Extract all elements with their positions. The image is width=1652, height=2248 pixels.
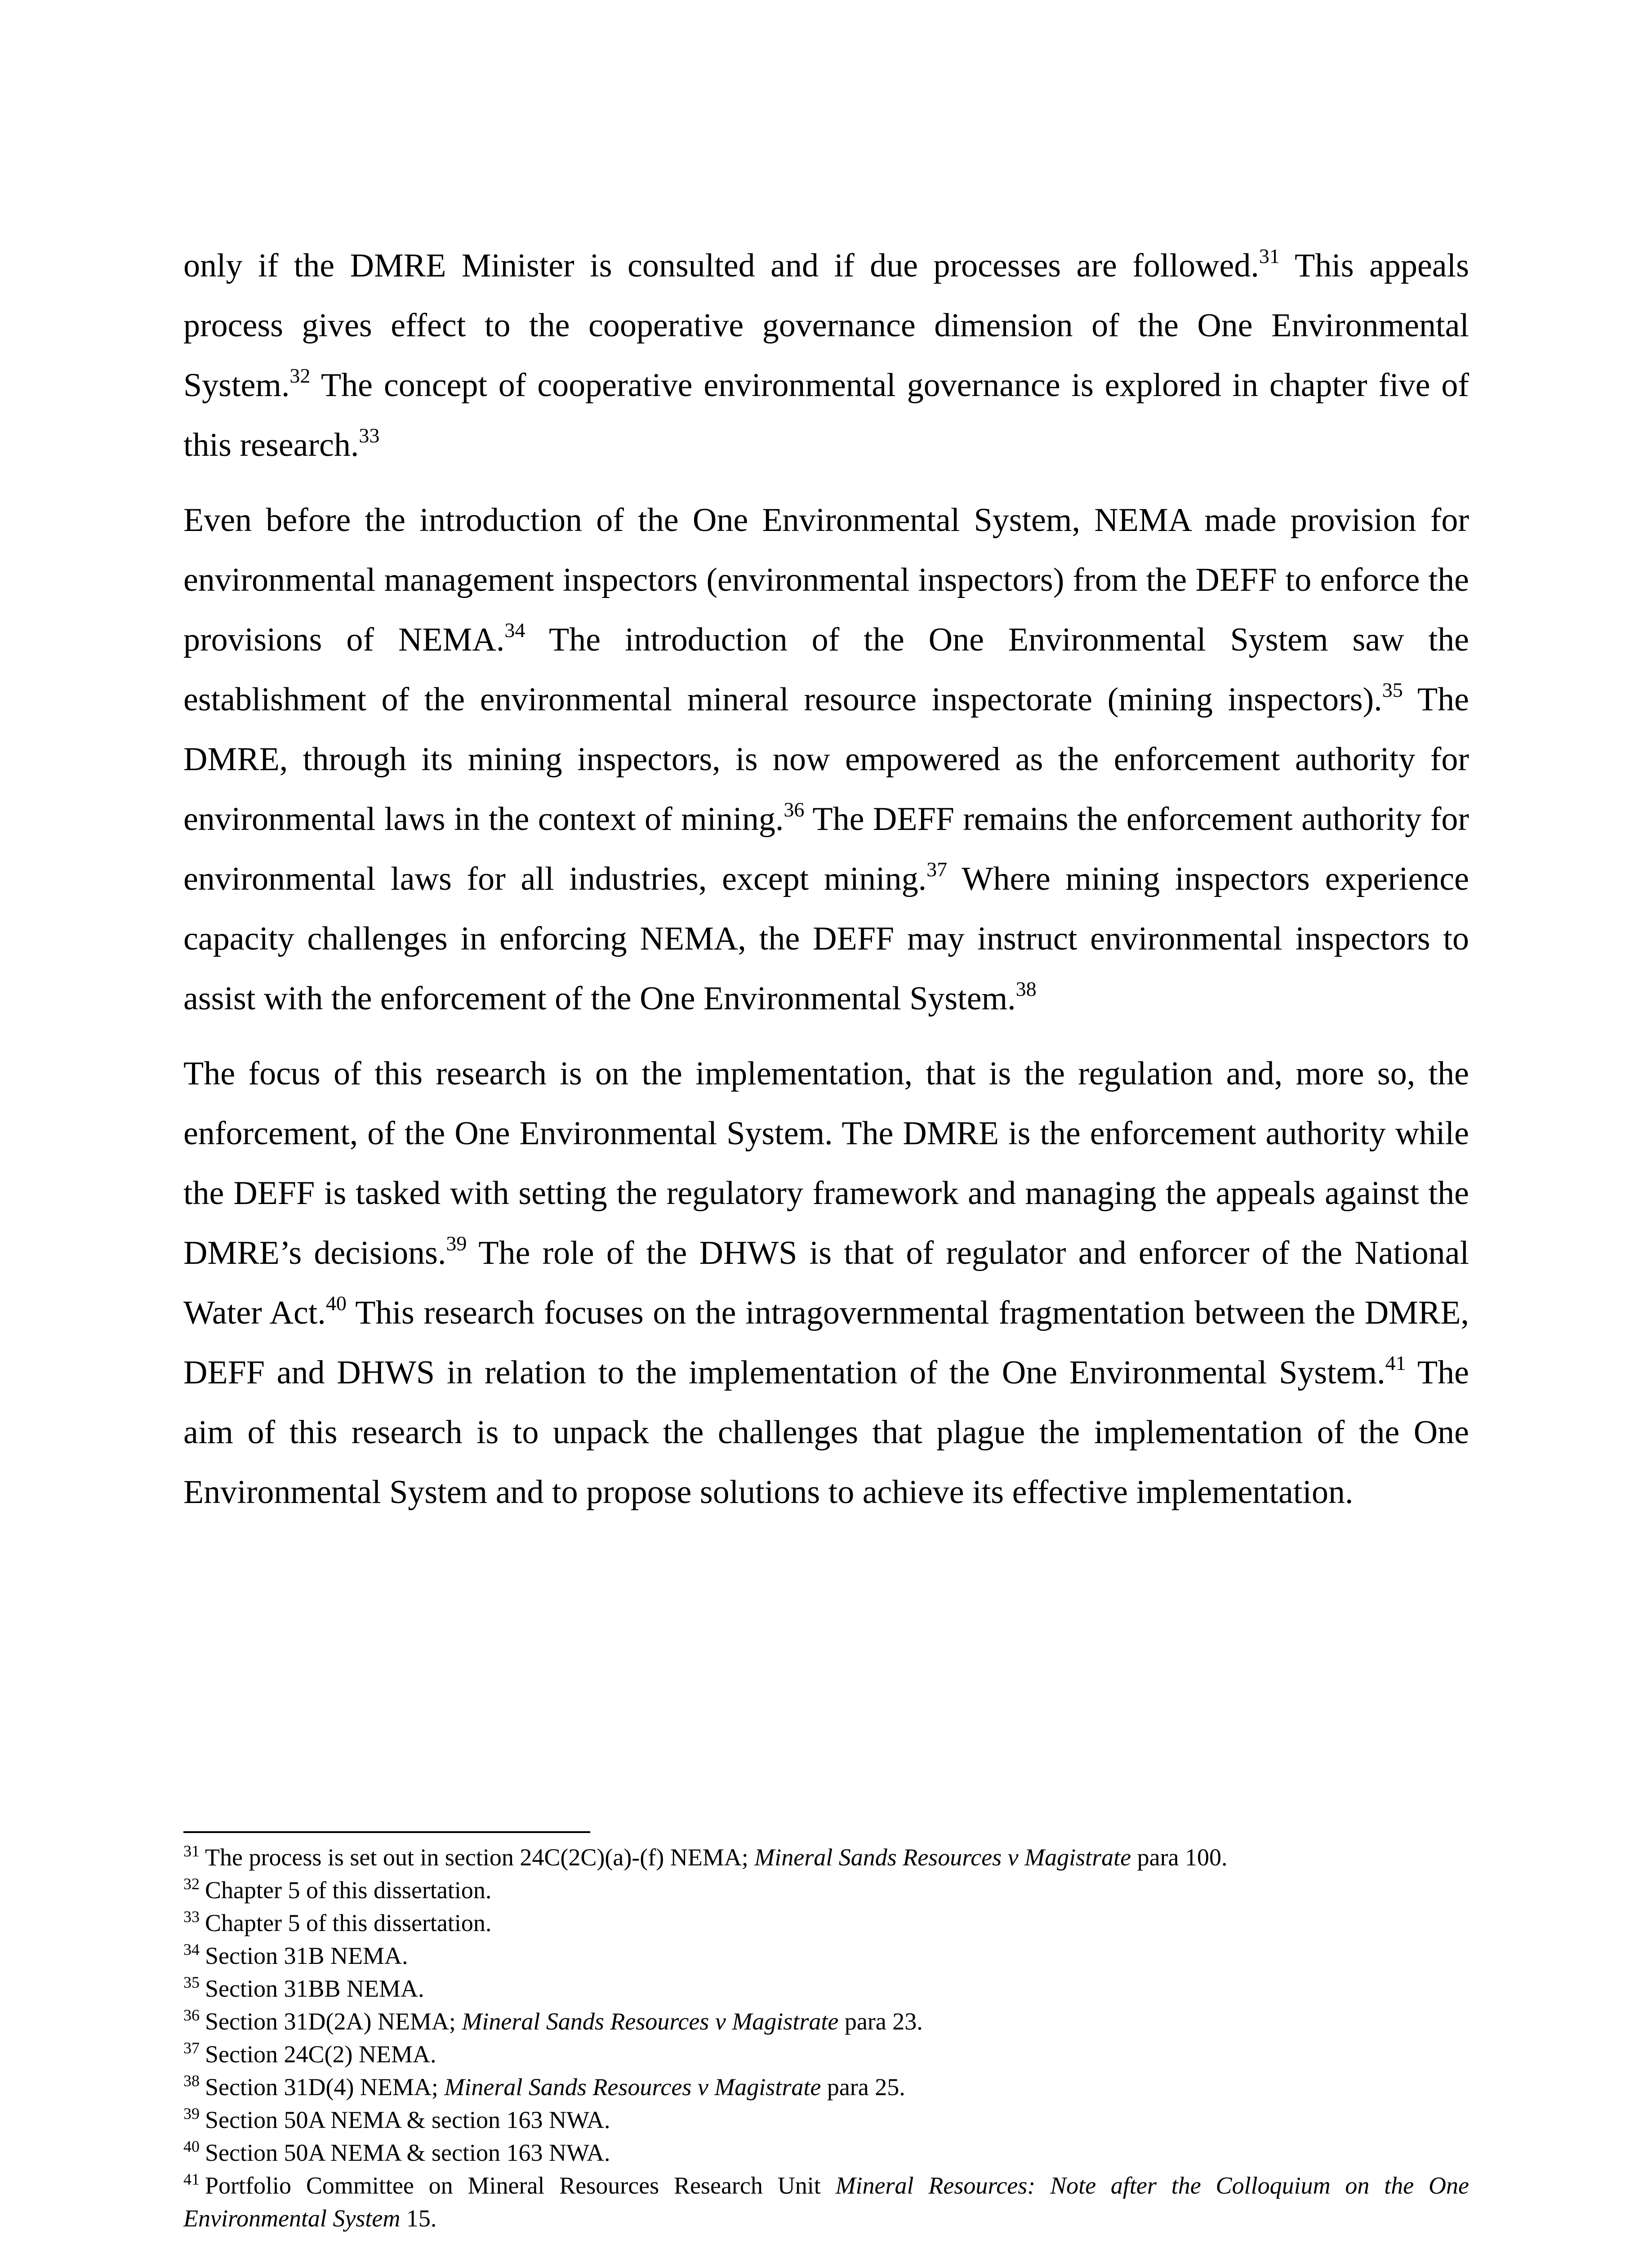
footnote-text: Chapter 5 of this dissertation.	[205, 1877, 492, 1904]
footnote-reference: 33	[359, 424, 380, 447]
footnote-text: Section 31B NEMA.	[205, 1942, 408, 1969]
footnote-reference: 31	[1259, 245, 1280, 268]
case-title: Mineral Sands Resources v Magistrate	[462, 2008, 839, 2035]
footnote-text: Section 50A NEMA & section 163 NWA.	[205, 2139, 610, 2166]
footnote	[183, 1972, 1469, 2005]
footnote-text: Section 50A NEMA & section 163 NWA.	[205, 2106, 610, 2133]
body-paragraph	[183, 491, 1469, 1029]
footnote-number: 41	[183, 2170, 200, 2188]
footnote	[183, 2005, 1469, 2038]
footnote	[183, 1940, 1469, 1972]
paragraph-text: only if the DMRE Minister is consulted and if due processes are followed.	[183, 247, 1259, 284]
body-text	[183, 236, 1469, 1538]
footnote-separator	[183, 1831, 590, 1833]
footnote-reference: 40	[325, 1292, 347, 1315]
footnote-number: 38	[183, 2072, 200, 2090]
footnote-number: 36	[183, 2006, 200, 2024]
footnote	[183, 2038, 1469, 2071]
paragraph-text: Where mining inspectors experience capacity challenges in enforcing NEMA, the DEFF may instruct environmental inspectors to assist with the enforcement of the One Environmental System.	[183, 861, 1469, 1017]
footnote-reference: 37	[926, 858, 948, 881]
paragraph-text: This research focuses on the intragovernmental fragmentation between the DMRE, DEFF and DHWS in relation to the implementation of the One Environmental System.	[183, 1294, 1469, 1391]
footnote-text: para 25.	[821, 2074, 905, 2101]
case-title: Mineral Sands Resources v Magistrate	[444, 2074, 821, 2101]
footnote-text: para 23.	[838, 2008, 923, 2035]
paragraph-text: The aim of this research is to unpack the challenges that plague the implementation of the One Environmental System and to propose solutions to achieve its effective implementation.	[183, 1354, 1469, 1511]
footnote-reference: 41	[1385, 1351, 1406, 1374]
paragraph-text: The concept of cooperative environmental governance is explored in chapter five of this research.	[183, 367, 1469, 464]
case-title: Mineral Resources: Note after the Colloquium on the One Environmental System	[183, 2172, 1469, 2232]
footnote	[183, 1907, 1469, 1940]
footnote-number: 34	[183, 1940, 200, 1958]
footnote	[183, 1874, 1469, 1907]
footnote-number: 35	[183, 1973, 200, 1991]
footnote	[183, 2104, 1469, 2136]
footnote-text: 15.	[400, 2205, 437, 2232]
paragraph-text: This appeals process gives effect to the cooperative governance dimension of the One Environmental System.	[183, 247, 1469, 404]
footnote-text: Section 31D(2A) NEMA;	[205, 2008, 462, 2035]
footnote-reference: 35	[1382, 678, 1403, 701]
footnote-text: Section 31BB NEMA.	[205, 1975, 424, 2002]
footnote-reference: 38	[1015, 977, 1037, 1000]
paragraph-text: The focus of this research is on the implementation, that is the regulation and, more so, the enforcement, of the One Environmental System. The DMRE is the enforcement authority while the DEFF is tasked with setting the regulatory framework and managing the appeals against the DMRE’s decisions.	[183, 1055, 1469, 1271]
footnote-number: 33	[183, 1908, 200, 1926]
paragraph-text: The DEFF remains the enforcement authority for environmental laws for all industries, except mining.	[183, 801, 1469, 897]
footnote	[183, 2071, 1469, 2104]
footnote-text: Portfolio Committee on Mineral Resources Research Unit	[205, 2172, 836, 2199]
case-title: Mineral Sands Resources v Magistrate	[754, 1844, 1131, 1871]
footnotes	[183, 1841, 1469, 2235]
footnote-number: 40	[183, 2137, 200, 2155]
paragraph-text: The DMRE, through its mining inspectors, is now empowered as the enforcement authority for environmental laws in the context of mining.	[183, 681, 1469, 838]
paragraph-text: Even before the introduction of the One Environmental System, NEMA made provision for environmental management inspectors (environmental inspectors) from the DEFF to enforce the provisions of NEMA.	[183, 502, 1469, 658]
footnote-reference: 39	[446, 1232, 467, 1255]
footnote	[183, 2136, 1469, 2169]
footnote-text: Section 31D(4) NEMA;	[205, 2074, 445, 2101]
footnote-text: Section 24C(2) NEMA.	[205, 2041, 436, 2068]
body-paragraph	[183, 1044, 1469, 1522]
footnote-reference: 32	[289, 364, 311, 387]
footnote-text: Chapter 5 of this dissertation.	[205, 1909, 492, 1936]
footnote-number: 31	[183, 1842, 200, 1860]
footnote	[183, 1841, 1469, 1874]
footnote-text: The process is set out in section 24C(2C)(a)-(f) NEMA;	[205, 1844, 755, 1871]
footnote-number: 37	[183, 2039, 200, 2057]
body-paragraph	[183, 236, 1469, 475]
paragraph-text: The role of the DHWS is that of regulator and enforcer of the National Water Act.	[183, 1235, 1469, 1331]
footnote-text: para 100.	[1131, 1844, 1228, 1871]
footnote-reference: 36	[784, 798, 805, 821]
paragraph-text: The introduction of the One Environmental System saw the establishment of the environmental mineral resource inspectorate (mining inspectors).	[183, 621, 1469, 718]
footnote-number: 32	[183, 1875, 200, 1893]
footnote-reference: 34	[504, 619, 525, 642]
footnote	[183, 2169, 1469, 2235]
footnote-number: 39	[183, 2105, 200, 2123]
